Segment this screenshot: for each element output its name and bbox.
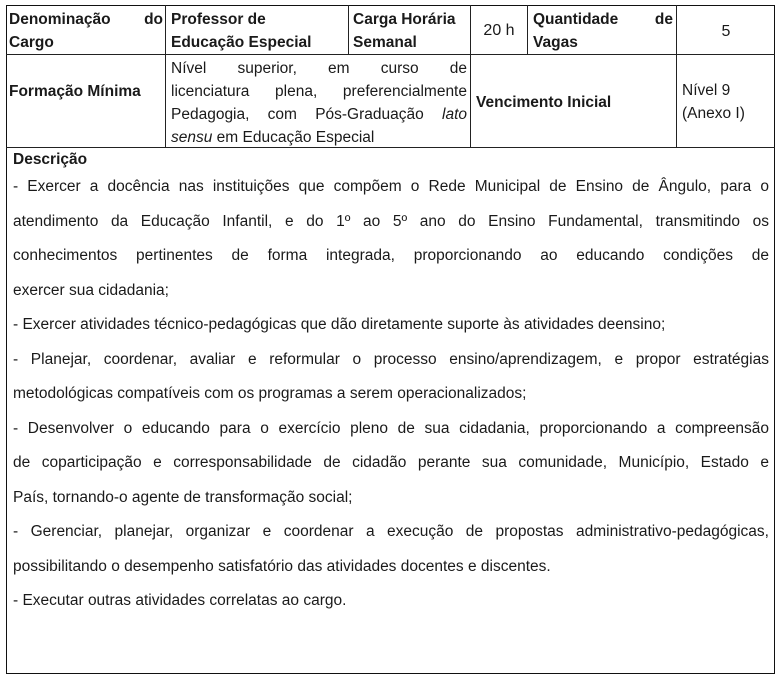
description-line: - Exercer atividades técnico-pedagógicas que dão diretamente suporte às atividades deensino; bbox=[13, 316, 666, 333]
vagas-label bbox=[533, 8, 673, 54]
vencimento-line: (Anexo I) bbox=[682, 105, 745, 122]
description-line: de coparticipação e corresponsabilidade de cidadão perante sua comunidade, Município, Estado e bbox=[13, 454, 769, 471]
cargo-value bbox=[171, 8, 346, 54]
description-line: - Desenvolver o educando para o exercício pleno de sua cidadania, proporcionando a compreensão bbox=[13, 419, 769, 437]
formacao-italic: lato bbox=[442, 106, 468, 123]
description-line: País, tornando-o agente de transformação social; bbox=[13, 488, 353, 506]
description-line: - Executar outras atividades correlatas ao cargo. bbox=[13, 592, 347, 609]
vencimento-line: Nível 9 bbox=[682, 82, 731, 99]
cargo-label-word: Cargo bbox=[9, 34, 54, 51]
description-line: metodológicas compatíveis com os programas a serem operacionalizados; bbox=[13, 385, 527, 402]
formacao-label: Formação Mínima bbox=[9, 83, 141, 100]
formacao-line: licenciatura plena, preferencialmente bbox=[171, 83, 467, 100]
carga-label-line: Semanal bbox=[353, 34, 417, 51]
description-line: - Gerenciar, planejar, organizar e coordenar a execução de propostas administrativo-pedagógicas, bbox=[13, 523, 769, 540]
description-line: conhecimentos pertinentes de forma integrada, proporcionando ao educando condições de bbox=[13, 247, 769, 264]
formacao-line: Nível superior, em curso de bbox=[171, 60, 467, 77]
vagas-label-word: Quantidade bbox=[533, 11, 619, 28]
cargo-label-word: do bbox=[144, 11, 163, 28]
description-line: - Planejar, coordenar, avaliar e reformular o processo ensino/aprendizagem, e propor estratégias bbox=[13, 350, 769, 368]
description-title: Descrição bbox=[13, 151, 88, 168]
cargo-label bbox=[9, 8, 163, 54]
col-divider bbox=[165, 5, 166, 148]
vagas-label-word: de bbox=[654, 11, 673, 28]
col-divider bbox=[348, 5, 349, 55]
formacao-italic: sensu bbox=[171, 129, 213, 146]
description-body bbox=[13, 170, 769, 619]
carga-horaria-label bbox=[353, 8, 468, 54]
cargo-value-line: Educação Especial bbox=[171, 34, 312, 51]
carga-horaria-value: 20 h bbox=[483, 22, 515, 39]
carga-label-line: Carga Horária bbox=[353, 11, 456, 28]
description-line: exercer sua cidadania; bbox=[13, 281, 169, 299]
col-divider bbox=[527, 5, 528, 55]
description-line: atendimento da Educação Infantil, e do 1º ao 5º ano do Ensino Fundamental, transmitindo os bbox=[13, 212, 769, 230]
formacao-line bbox=[171, 103, 467, 126]
vagas-label-word: Vagas bbox=[533, 34, 578, 51]
row-divider-1 bbox=[6, 54, 775, 55]
vencimento-label: Vencimento Inicial bbox=[476, 94, 612, 111]
vencimento-value bbox=[682, 79, 772, 125]
cargo-value-line: Professor de bbox=[171, 11, 266, 28]
formacao-line bbox=[171, 126, 467, 149]
description-line: possibilitando o desempenho satisfatório das atividades docentes e discentes. bbox=[13, 557, 551, 575]
formacao-text: em Educação Especial bbox=[212, 129, 375, 146]
cargo-label-word: Denominação bbox=[9, 11, 111, 28]
formacao-text: Pedagogia, com Pós-Graduação bbox=[171, 106, 424, 123]
description-line: - Exercer a docência nas instituições que compõem o Rede Municipal de Ensino de Ângulo, para o bbox=[13, 178, 769, 195]
vagas-value: 5 bbox=[721, 23, 731, 40]
formacao-value bbox=[171, 57, 467, 149]
